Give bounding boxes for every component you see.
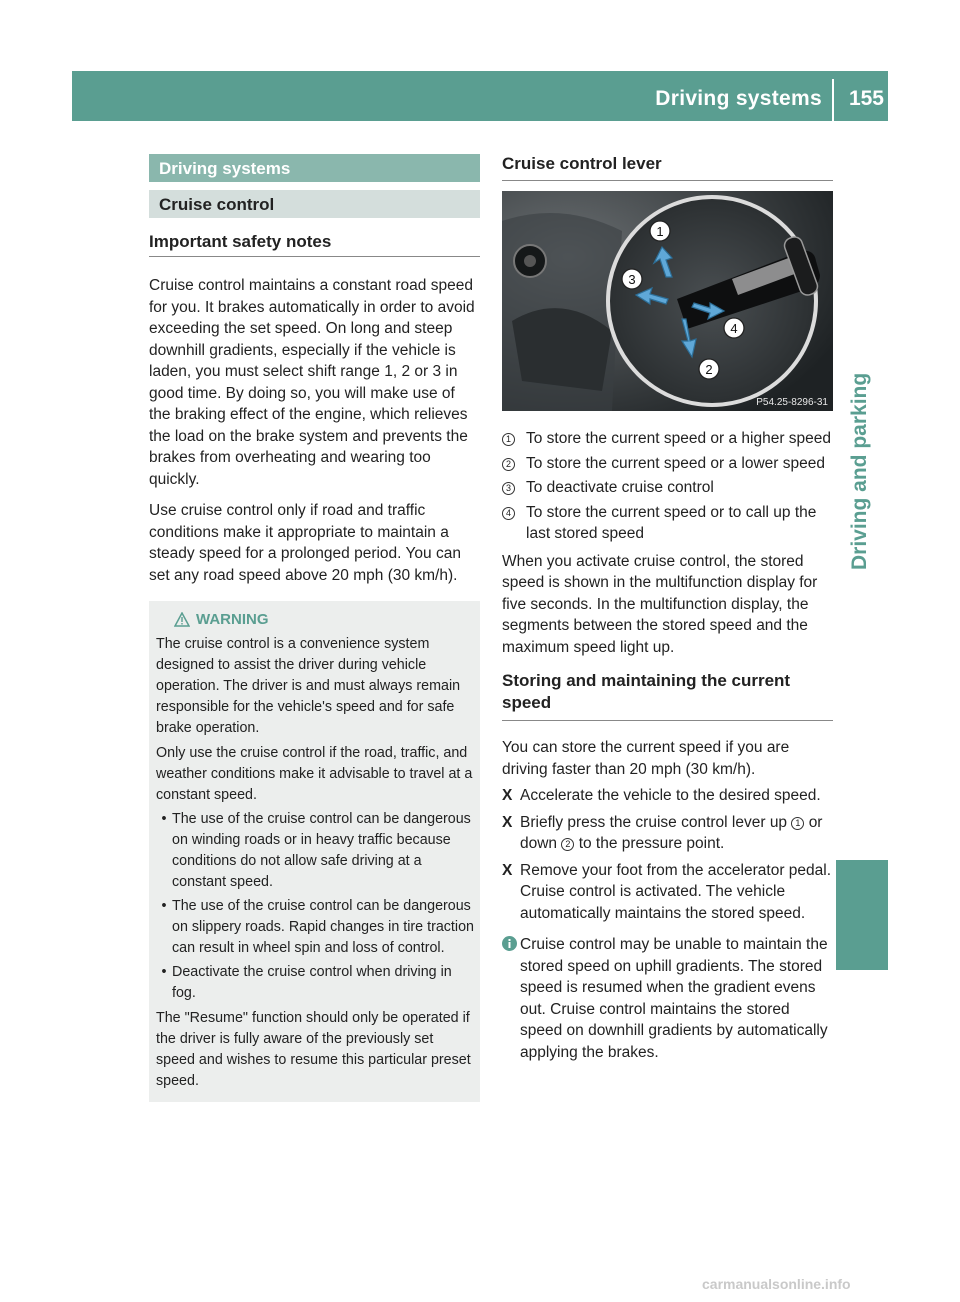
- page-number: 155: [848, 87, 884, 110]
- item-text: To store the current speed or a lower speed: [526, 454, 825, 472]
- warning-paragraph-1: The cruise control is a convenience system designed to assist the driver during vehicle operation. The driver is and must always remain responsible for the vehicle's speed and for safe brake operation.: [156, 636, 461, 736]
- item-number: [502, 477, 526, 499]
- storing-heading: Storing and maintaining the current speed: [502, 670, 833, 721]
- warning-bullet: [156, 896, 474, 959]
- item-text: To store the current speed or a higher speed: [526, 430, 832, 447]
- item-number-circle: 4: [502, 507, 515, 520]
- lever-heading: Cruise control lever: [502, 154, 833, 181]
- bullet-dot: •: [161, 811, 167, 827]
- item-text: To store the current speed or to call up the last stored speed: [526, 503, 817, 542]
- side-tab-marker: [836, 860, 888, 970]
- warning-box: [149, 601, 480, 1102]
- warning-paragraph-3: The "Resume" function should only be operated if the driver is fully aware of the previously set speed and wishes to resume this particular preset speed.: [156, 1010, 471, 1089]
- storing-intro: You can store the current speed if you are driving faster than 20 mph (30 km/h).: [502, 739, 790, 778]
- item-number-circle: 2: [502, 458, 515, 471]
- side-tab-label-wrap: [848, 200, 878, 570]
- footer-watermark: carmanualsonline.info: [702, 1276, 851, 1292]
- step-marker: X: [502, 813, 513, 831]
- step-text: [520, 860, 833, 925]
- warning-triangle-icon: [174, 612, 190, 627]
- warning-paragraph-2: Only use the cruise control if the road, traffic, and weather conditions make it advisable to travel at a constant speed.: [156, 745, 473, 803]
- step-marker: X: [502, 787, 513, 804]
- instruction-step: [502, 785, 833, 807]
- item-number: [502, 428, 526, 450]
- callout-label: 3: [628, 272, 636, 287]
- info-note: [502, 934, 833, 1063]
- intro-paragraph: Cruise control maintains a constant road speed for you. It brakes automatically in order to avoid exceeding the set speed. On long and steep downhill gradients, especially if the vehicle is laden, you must select shift range 1, 2 or 3 in good time. By doing so, you will make use of the braking effect of the engine, which relieves the load on the brake system and prevents the brakes from overheating and wearing too quickly.: [149, 277, 475, 488]
- instruction-step: [502, 860, 833, 925]
- warning-bullet: [156, 809, 474, 893]
- step-text-part: Remove your foot from the accelerator pedal.: [520, 861, 832, 879]
- step-text: Accelerate the vehicle to the desired speed.: [520, 787, 821, 804]
- warning-bullet-text: Deactivate the cruise control when driving in fog.: [172, 964, 452, 1001]
- photo-callout: [699, 359, 719, 379]
- instruction-step: [502, 812, 833, 855]
- safety-notes-heading: Important safety notes: [149, 232, 480, 257]
- right-column: [502, 154, 833, 1063]
- warning-bullet-text: The use of the cruise control can be dangerous on slippery roads. Rapid changes in tire traction can result in wheel spin and loss of control.: [172, 898, 474, 956]
- step-text-part: to the pressure point.: [578, 835, 725, 852]
- side-tab-label: Driving and parking: [848, 372, 871, 570]
- photo-callout: [650, 221, 670, 241]
- warning-bullet: [156, 962, 474, 1004]
- bullet-dot: •: [161, 898, 167, 914]
- item-number: [502, 453, 526, 475]
- warning-title-text: WARNING: [196, 611, 269, 628]
- subsection-bar: Cruise control: [149, 190, 480, 218]
- bullet-dot: •: [161, 964, 167, 980]
- callout-label: 1: [656, 224, 664, 239]
- step-marker: X: [502, 861, 513, 879]
- step-text-part: Briefly press the cruise control lever up: [520, 813, 788, 831]
- step-result: Cruise control is activated. The vehicle automatically maintains the stored speed.: [520, 883, 806, 922]
- photo-code: P54.25-8296-31: [756, 397, 828, 408]
- item-number-circle: 1: [502, 433, 515, 446]
- item-text: To deactivate cruise control: [526, 479, 714, 496]
- header-bar: [72, 71, 888, 121]
- header-divider: [832, 79, 834, 121]
- callout-label: 4: [730, 321, 738, 336]
- photo-callout: [724, 318, 744, 338]
- warning-bullet-text: The use of the cruise control can be dangerous on winding roads or in heavy traffic because conditions do not allow safe driving at a constant speed.: [172, 811, 471, 890]
- warning-title: [156, 609, 474, 630]
- step-text-part: or down: [520, 813, 823, 852]
- display-paragraph: When you activate cruise control, the stored speed is shown in the multifunction display for five seconds. In the multifunction display, the segments between the stored speed and the maximum speed light up.: [502, 552, 818, 656]
- usage-paragraph: Use cruise control only if road and traffic conditions make it appropriate to maintain a steady speed for a prolonged period. You can set any road speed above 20 mph (30 km/h).: [149, 502, 461, 584]
- item-number: [502, 502, 526, 545]
- lever-function-item: [502, 453, 833, 475]
- lever-function-list: [502, 428, 833, 545]
- lever-function-item: [502, 477, 833, 499]
- item-number-circle: 3: [502, 482, 515, 495]
- info-text: Cruise control may be unable to maintain the stored speed on uphill gradients. The stored speed is resumed when the gradient evens out. Cruise control maintains the stored speed on downhill gradients by automatically applying the brakes.: [520, 936, 828, 1061]
- info-icon-wrap: [502, 934, 520, 1063]
- info-icon: [502, 936, 517, 951]
- cruise-control-lever-photo: [502, 191, 833, 411]
- step-ref-circle: 1: [791, 817, 804, 830]
- left-column: [149, 154, 480, 1102]
- step-ref-circle: 2: [561, 838, 574, 851]
- section-bar: Driving systems: [149, 154, 480, 182]
- lever-function-item: [502, 428, 833, 450]
- step-text: [520, 812, 833, 855]
- callout-label: 2: [705, 362, 713, 377]
- lever-function-item: [502, 502, 833, 545]
- header-title: Driving systems: [655, 87, 822, 110]
- photo-callout: [622, 269, 642, 289]
